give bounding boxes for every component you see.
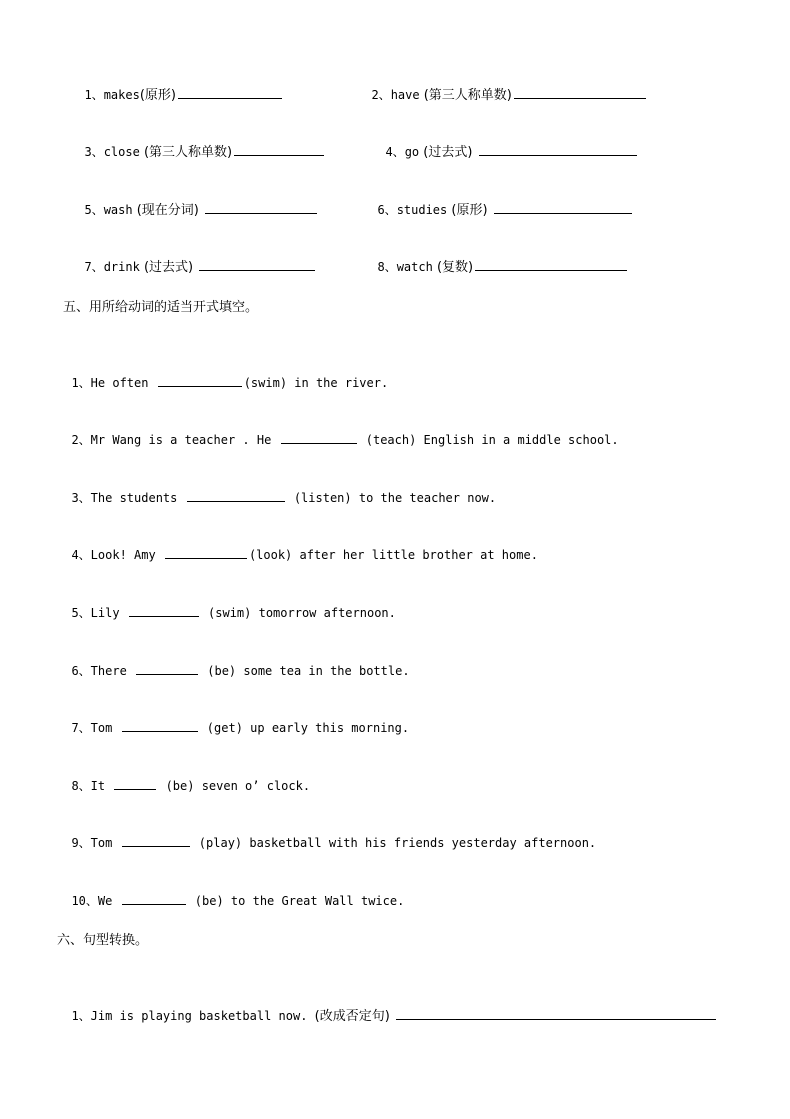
item-hint: (原形): [139, 88, 176, 103]
item-number: 5、: [84, 203, 104, 217]
fill-blank-item-2: [57, 415, 619, 448]
answer-blank[interactable]: [205, 201, 317, 214]
item-number: 4、: [385, 145, 405, 159]
section-6-heading: 六、句型转换。: [57, 933, 149, 948]
answer-blank[interactable]: [165, 546, 247, 559]
item-word: drink: [103, 260, 140, 274]
item-text-after: (be) seven o’ clock.: [158, 779, 311, 793]
fill-blank-item-7: [57, 703, 409, 736]
answer-blank[interactable]: [136, 662, 198, 675]
item-text-after: (swim) in the river.: [243, 376, 389, 390]
item-text-after: (play) basketball with his friends yesterday afternoon.: [191, 836, 597, 850]
answer-blank[interactable]: [158, 374, 242, 387]
item-hint: (改成否定句): [314, 1009, 394, 1024]
answer-blank[interactable]: [122, 892, 186, 905]
item-word: go: [404, 145, 420, 159]
fill-blank-item-10: [57, 876, 404, 909]
item-number: 3、: [84, 145, 104, 159]
word-form-item-8: [363, 242, 629, 276]
word-form-item-2: [357, 70, 648, 104]
item-hint: (第三人称单数): [139, 145, 233, 160]
answer-blank[interactable]: [199, 258, 315, 271]
answer-blank[interactable]: [122, 834, 190, 847]
item-number: 6、: [377, 203, 397, 217]
item-number: 1、: [84, 88, 104, 102]
item-word: makes: [103, 88, 140, 102]
transform-item-1: [57, 991, 718, 1025]
fill-blank-item-8: [57, 761, 310, 794]
item-text-before: 2、Mr Wang is a teacher . He: [71, 433, 279, 447]
word-form-item-5: [70, 185, 319, 219]
item-text-before: 4、Look! Amy: [71, 548, 163, 562]
fill-blank-item-9: [57, 818, 596, 851]
item-hint: (过去式): [139, 260, 198, 275]
fill-blank-item-6: [57, 646, 410, 679]
item-hint: (现在分词): [132, 203, 204, 218]
item-text-after: (swim) tomorrow afternoon.: [200, 606, 396, 620]
item-text-after: (look) after her little brother at home.: [248, 548, 538, 562]
item-text-before: 5、Lily: [71, 606, 127, 620]
item-hint: (原形): [447, 203, 492, 218]
answer-blank[interactable]: [234, 143, 324, 156]
item-text-before: 3、The students: [71, 491, 185, 505]
item-hint: (过去式): [419, 145, 477, 160]
section-5-heading: 五、用所给动词的适当开式填空。: [63, 300, 259, 315]
answer-blank[interactable]: [129, 604, 199, 617]
item-word: studies: [396, 203, 448, 217]
fill-blank-item-3: [57, 473, 496, 506]
answer-blank[interactable]: [479, 143, 637, 156]
answer-blank[interactable]: [494, 201, 632, 214]
item-text-after: (get) up early this morning.: [199, 721, 410, 735]
item-text-before: 1、He often: [71, 376, 156, 390]
word-form-item-4: [371, 127, 639, 161]
item-text-after: (listen) to the teacher now.: [286, 491, 497, 505]
item-number: 2、: [371, 88, 391, 102]
answer-blank[interactable]: [396, 1007, 716, 1020]
item-text-before: 6、There: [71, 664, 135, 678]
word-form-item-3: [70, 127, 326, 161]
answer-blank[interactable]: [114, 777, 156, 790]
item-number: 8、: [377, 260, 397, 274]
answer-blank[interactable]: [187, 489, 285, 502]
answer-blank[interactable]: [281, 431, 357, 444]
item-text-after: (teach) English in a middle school.: [358, 433, 619, 447]
word-form-item-7: [70, 242, 317, 276]
fill-blank-item-5: [57, 588, 396, 621]
item-text-before: 10、We: [71, 894, 120, 908]
item-word: have: [390, 88, 420, 102]
item-word: watch: [396, 260, 433, 274]
fill-blank-item-1: [57, 358, 388, 391]
item-word: close: [103, 145, 140, 159]
item-hint: (复数): [432, 260, 474, 275]
answer-blank[interactable]: [122, 719, 198, 732]
item-text-after: (be) some tea in the bottle.: [200, 664, 410, 678]
item-hint: (第三人称单数): [419, 88, 512, 103]
answer-blank[interactable]: [178, 86, 282, 99]
item-text-before: 1、Jim is playing basketball now.: [71, 1009, 315, 1023]
item-text-before: 9、Tom: [71, 836, 120, 850]
answer-blank[interactable]: [475, 258, 627, 271]
fill-blank-item-4: [57, 530, 538, 563]
answer-blank[interactable]: [514, 86, 646, 99]
word-form-item-6: [363, 185, 634, 219]
item-text-after: (be) to the Great Wall twice.: [187, 894, 405, 908]
word-form-item-1: [70, 70, 284, 104]
item-word: wash: [103, 203, 133, 217]
item-text-before: 8、It: [71, 779, 113, 793]
item-text-before: 7、Tom: [71, 721, 120, 735]
item-number: 7、: [84, 260, 104, 274]
